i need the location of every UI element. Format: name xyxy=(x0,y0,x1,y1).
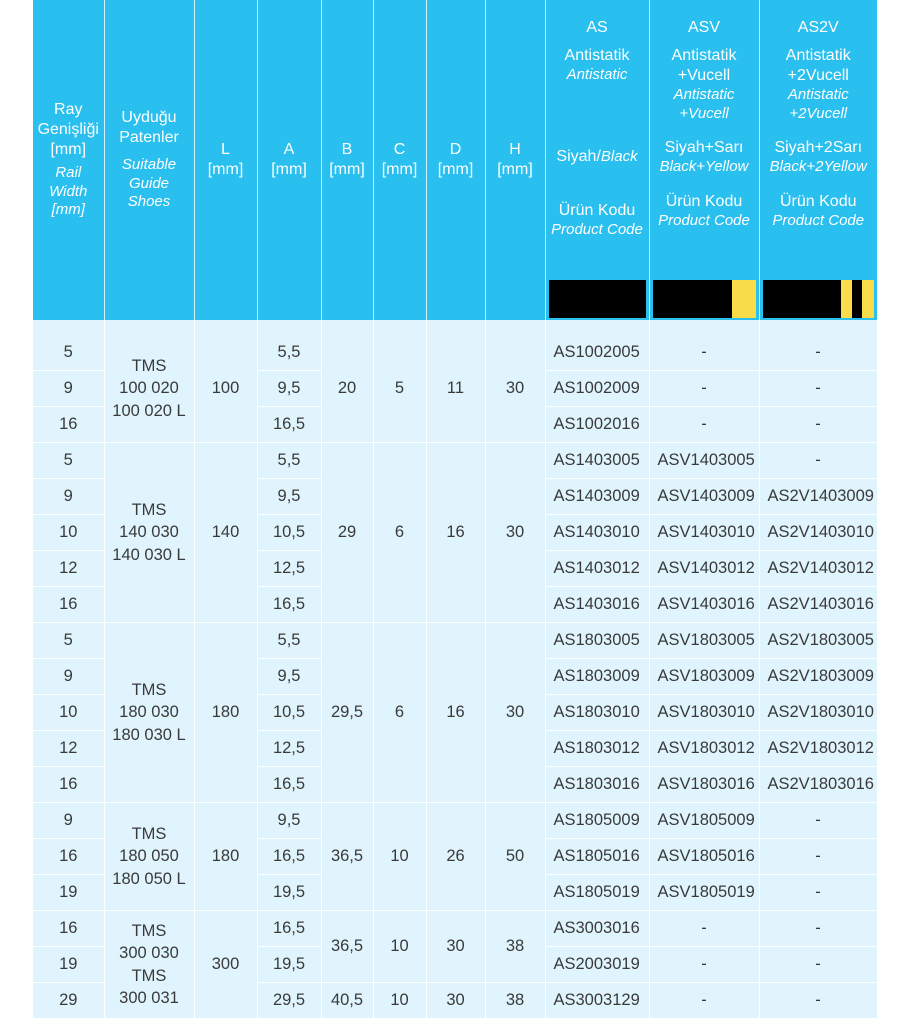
dim-a-cell: 29,5 xyxy=(257,983,321,1019)
rail-width-cell: 16 xyxy=(33,839,104,875)
guide-shoe-line: 300 031 xyxy=(119,988,179,1007)
color-swatch-black-yellow xyxy=(653,280,756,318)
guide-shoe-cell xyxy=(104,803,194,911)
asv-code-cell: ASV1803016 xyxy=(649,767,759,803)
dim-l-cell: 140 xyxy=(194,443,257,623)
guide-shoe-line: 180 050 L xyxy=(112,869,186,888)
as-code-cell: AS1403010 xyxy=(545,515,649,551)
asv-code-cell: ASV1805019 xyxy=(649,875,759,911)
asv-code-cell: ASV1803005 xyxy=(649,623,759,659)
dim-a-cell: 9,5 xyxy=(257,803,321,839)
dim-l-cell: 180 xyxy=(194,803,257,911)
asv-code-cell: ASV1803009 xyxy=(649,659,759,695)
as-code-cell: AS3003129 xyxy=(545,983,649,1019)
dim-b-cell: 36,5 xyxy=(321,803,373,911)
dim-a-cell: 9,5 xyxy=(257,479,321,515)
table-row xyxy=(33,623,877,659)
dim-a-cell: 10,5 xyxy=(257,695,321,731)
as-code-cell: AS1803005 xyxy=(545,623,649,659)
dim-c-cell: 10 xyxy=(373,983,426,1019)
as2v-code-cell: AS2V1803005 xyxy=(759,623,877,659)
as-code-cell: AS1403012 xyxy=(545,551,649,587)
dim-a-cell: 12,5 xyxy=(257,551,321,587)
rail-width-cell: 12 xyxy=(33,551,104,587)
as-code-cell: AS1403009 xyxy=(545,479,649,515)
dim-b-cell: 36,5 xyxy=(321,911,373,983)
dim-b-cell: 29 xyxy=(321,443,373,623)
dim-c-cell: 5 xyxy=(373,335,426,443)
dim-a-cell: 9,5 xyxy=(257,371,321,407)
guide-shoe-product-table xyxy=(33,0,877,1019)
as2v-code-cell: - xyxy=(759,335,877,371)
color-swatch-black xyxy=(549,280,646,318)
dim-l-cell: 100 xyxy=(194,335,257,443)
dim-a-cell: 19,5 xyxy=(257,947,321,983)
dim-a-cell: 16,5 xyxy=(257,587,321,623)
rail-width-cell: 29 xyxy=(33,983,104,1019)
guide-shoe-line: 300 030 xyxy=(119,944,179,963)
rail-width-cell: 16 xyxy=(33,407,104,443)
dim-d-cell: 26 xyxy=(426,803,485,911)
as2v-code-cell: AS2V1403016 xyxy=(759,587,877,623)
as2v-code-cell: AS2V1403009 xyxy=(759,479,877,515)
dim-d-cell: 30 xyxy=(426,983,485,1019)
as-code-cell: AS1805019 xyxy=(545,875,649,911)
asv-code-cell: ASV1403010 xyxy=(649,515,759,551)
dim-a-cell: 19,5 xyxy=(257,875,321,911)
dim-d-cell: 30 xyxy=(426,911,485,983)
as2v-code-cell: - xyxy=(759,371,877,407)
dim-a-cell: 5,5 xyxy=(257,623,321,659)
as-code-cell: AS1803009 xyxy=(545,659,649,695)
as2v-code-cell: AS2V1803012 xyxy=(759,731,877,767)
as2v-code-cell: - xyxy=(759,911,877,947)
as-code-cell: AS3003016 xyxy=(545,911,649,947)
asv-code-cell: - xyxy=(649,407,759,443)
dim-l-header: L [mm] xyxy=(194,0,257,320)
rail-width-cell: 9 xyxy=(33,479,104,515)
guide-shoe-cell xyxy=(104,623,194,803)
as2v-code-cell: AS2V1403012 xyxy=(759,551,877,587)
as-code-cell: AS1803012 xyxy=(545,731,649,767)
rail-width-en: Rail Width [mm] xyxy=(49,163,88,219)
table-body xyxy=(33,320,877,1019)
as-code-cell: AS1002016 xyxy=(545,407,649,443)
rail-width-tr: Ray Genişliği [mm] xyxy=(37,100,99,158)
guide-shoe-cell xyxy=(104,443,194,623)
guide-shoe-cell xyxy=(104,911,194,1019)
dim-a-cell: 10,5 xyxy=(257,515,321,551)
dim-c-header: C [mm] xyxy=(373,0,426,320)
table-row xyxy=(33,911,877,947)
as-code-cell: AS1002005 xyxy=(545,335,649,371)
dim-b-header: B [mm] xyxy=(321,0,373,320)
rail-width-cell: 19 xyxy=(33,947,104,983)
as-code-cell: AS1805009 xyxy=(545,803,649,839)
guide-shoe-line: 180 050 xyxy=(119,847,179,866)
product-table-panel xyxy=(33,0,877,1024)
dim-a-cell: 5,5 xyxy=(257,443,321,479)
dim-d-header: D [mm] xyxy=(426,0,485,320)
body-spacer-row xyxy=(33,320,877,335)
as-code-cell: AS1803010 xyxy=(545,695,649,731)
rail-width-cell: 5 xyxy=(33,623,104,659)
asv-code-cell: - xyxy=(649,911,759,947)
as2v-code-cell: - xyxy=(759,875,877,911)
as2v-code-cell: - xyxy=(759,983,877,1019)
guide-shoe-line: TMS xyxy=(131,501,167,520)
guide-shoes-header: Uyduğu Patenler Suitable Guide Shoes xyxy=(104,0,194,320)
dim-c-cell: 6 xyxy=(373,623,426,803)
dim-b-cell: 40,5 xyxy=(321,983,373,1019)
as2v-code-cell: AS2V1803016 xyxy=(759,767,877,803)
dim-b-cell: 29,5 xyxy=(321,623,373,803)
header-row xyxy=(33,0,877,320)
dim-h-cell: 50 xyxy=(485,803,545,911)
as-code-cell: AS1403005 xyxy=(545,443,649,479)
asv-code-cell: - xyxy=(649,371,759,407)
guide-shoe-line: TMS xyxy=(131,966,167,985)
rail-width-cell: 16 xyxy=(33,767,104,803)
asv-code-cell: - xyxy=(649,335,759,371)
as2v-code-cell: AS2V1403010 xyxy=(759,515,877,551)
product-as-header: AS Antistatik Antistatic Siyah/Black Ürün Kodu Product Code xyxy=(545,0,649,320)
color-swatch-black-2yellow xyxy=(763,280,875,318)
dim-a-cell: 5,5 xyxy=(257,335,321,371)
dim-h-cell: 30 xyxy=(485,623,545,803)
table-row xyxy=(33,335,877,371)
guide-shoe-line: 180 030 xyxy=(119,703,179,722)
rail-width-cell: 12 xyxy=(33,731,104,767)
dim-h-cell: 38 xyxy=(485,983,545,1019)
asv-code-cell: ASV1805009 xyxy=(649,803,759,839)
dim-c-cell: 10 xyxy=(373,911,426,983)
dim-a-cell: 16,5 xyxy=(257,767,321,803)
dim-d-cell: 11 xyxy=(426,335,485,443)
as2v-code-cell: - xyxy=(759,443,877,479)
asv-code-cell: ASV1403005 xyxy=(649,443,759,479)
as2v-code-cell: AS2V1803010 xyxy=(759,695,877,731)
asv-code-cell: ASV1805016 xyxy=(649,839,759,875)
dim-l-cell: 180 xyxy=(194,623,257,803)
as2v-code-cell: - xyxy=(759,407,877,443)
asv-code-cell: - xyxy=(649,947,759,983)
dim-a-cell: 16,5 xyxy=(257,911,321,947)
table-row xyxy=(33,803,877,839)
asv-code-cell: ASV1803012 xyxy=(649,731,759,767)
dim-b-cell: 20 xyxy=(321,335,373,443)
as2v-code-cell: AS2V1803009 xyxy=(759,659,877,695)
rail-width-cell: 10 xyxy=(33,515,104,551)
rail-width-cell: 9 xyxy=(33,371,104,407)
guide-shoe-line: 100 020 L xyxy=(112,401,186,420)
as2v-code-cell: - xyxy=(759,839,877,875)
guide-shoe-line: TMS xyxy=(131,825,167,844)
dim-h-cell: 30 xyxy=(485,335,545,443)
rail-width-cell: 9 xyxy=(33,803,104,839)
as-code-cell: AS1803016 xyxy=(545,767,649,803)
asv-code-cell: ASV1403016 xyxy=(649,587,759,623)
dim-h-header: H [mm] xyxy=(485,0,545,320)
asv-code-cell: ASV1803010 xyxy=(649,695,759,731)
product-as2v-header: AS2V Antistatik +2Vucell Antistatic +2Vucell Siyah+2Sarı Black+2Yellow Ürün Kodu Product Code xyxy=(759,0,877,320)
guide-shoe-line: 140 030 xyxy=(119,523,179,542)
asv-code-cell: ASV1403009 xyxy=(649,479,759,515)
rail-width-cell: 10 xyxy=(33,695,104,731)
guide-shoe-line: 180 030 L xyxy=(112,725,186,744)
dim-a-cell: 16,5 xyxy=(257,839,321,875)
rail-width-cell: 9 xyxy=(33,659,104,695)
as2v-code-cell: - xyxy=(759,947,877,983)
as-code-cell: AS1002009 xyxy=(545,371,649,407)
rail-width-cell: 16 xyxy=(33,587,104,623)
guide-shoe-line: TMS xyxy=(131,921,167,940)
dim-a-header: A [mm] xyxy=(257,0,321,320)
rail-width-cell: 5 xyxy=(33,335,104,371)
asv-code-cell: - xyxy=(649,983,759,1019)
dim-a-cell: 16,5 xyxy=(257,407,321,443)
dim-h-cell: 38 xyxy=(485,911,545,983)
dim-a-cell: 9,5 xyxy=(257,659,321,695)
guide-shoe-line: TMS xyxy=(131,357,167,376)
dim-l-cell: 300 xyxy=(194,911,257,1019)
table-row xyxy=(33,443,877,479)
as-code-cell: AS1403016 xyxy=(545,587,649,623)
as-code-cell: AS2003019 xyxy=(545,947,649,983)
dim-d-cell: 16 xyxy=(426,623,485,803)
as-code-cell: AS1805016 xyxy=(545,839,649,875)
as2v-code-cell: - xyxy=(759,803,877,839)
dim-d-cell: 16 xyxy=(426,443,485,623)
rail-width-cell: 16 xyxy=(33,911,104,947)
dim-a-cell: 12,5 xyxy=(257,731,321,767)
rail-width-header xyxy=(33,0,104,320)
guide-shoe-cell xyxy=(104,335,194,443)
guide-shoe-line: 100 020 xyxy=(119,379,179,398)
product-asv-header: ASV Antistatik +Vucell Antistatic +Vucell Siyah+Sarı Black+Yellow Ürün Kodu Product Code xyxy=(649,0,759,320)
guide-shoe-line: 140 030 L xyxy=(112,545,186,564)
rail-width-cell: 5 xyxy=(33,443,104,479)
dim-h-cell: 30 xyxy=(485,443,545,623)
rail-width-cell: 19 xyxy=(33,875,104,911)
asv-code-cell: ASV1403012 xyxy=(649,551,759,587)
guide-shoe-line: TMS xyxy=(131,681,167,700)
dim-c-cell: 10 xyxy=(373,803,426,911)
dim-c-cell: 6 xyxy=(373,443,426,623)
